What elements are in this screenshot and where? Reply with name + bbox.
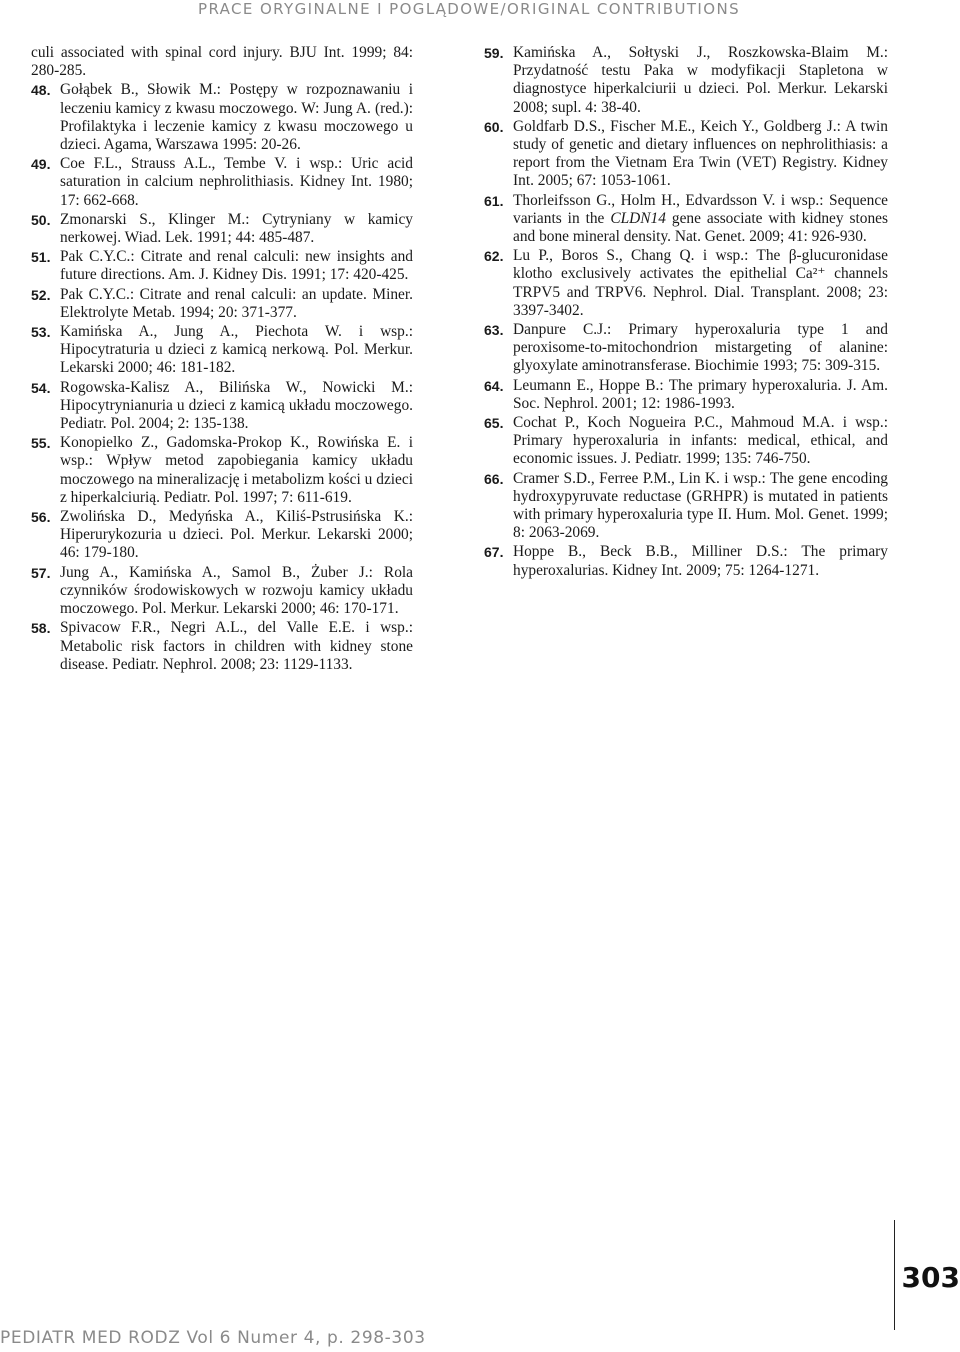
reference-text: Pak C.Y.C.: Citrate and renal calculi: an update. Miner. Elektrolyte Metab. 1994; 20: 371-377. (60, 285, 413, 321)
reference-item (31, 44, 413, 80)
reference-number: 62. (484, 248, 504, 265)
reference-number: 52. (31, 286, 51, 303)
reference-text: Konopielko Z., Gadomska-Prokop K., Rowińska E. i wsp.: Wpływ metod zapobiegania kamicy układu moczowego na mineralizację i metabolizm kości u dzieci z hiperkalciurią. Pediatr. Pol. 1997; 7: 611-619. (60, 434, 413, 506)
reference-item (31, 379, 413, 434)
reference-item (31, 81, 413, 154)
reference-text: culi associated with spinal cord injury. BJU Int. 1999; 84: 280-285. (31, 44, 413, 80)
reference-text: Zwolińska D., Medyńska A., Kiliś-Pstrusińska K.: Hiperurykozuria u dzieci. Pol. Merkur. Lekarski 2000; 46: 179-180. (60, 508, 413, 562)
references-right-column (484, 44, 888, 581)
reference-item (31, 286, 413, 322)
reference-item (484, 377, 888, 413)
reference-item (484, 543, 888, 579)
reference-item (31, 508, 413, 563)
reference-text: Gołąbek B., Słowik M.: Postępy w rozpoznawaniu i leczeniu kamicy z kwasu moczowego. W: Jung A. (red.): Profilaktyka i leczenie kamicy z kwasu moczowego u dzieci. Agama, Warszawa 1995: 20-26. (60, 81, 413, 154)
reference-text: Danpure C.J.: Primary hyperoxaluria type 1 and peroxisome-to-mitochondrion mistargeting of alanine: glyoxylate aminotransferase. Biochimie 1993; 75: 309-315. (513, 321, 888, 375)
reference-item (484, 247, 888, 320)
reference-item (484, 414, 888, 469)
reference-number: 50. (31, 211, 51, 228)
reference-number: 61. (484, 192, 504, 209)
reference-item (31, 619, 413, 674)
reference-item (31, 434, 413, 507)
reference-number: 49. (31, 156, 51, 173)
running-head: PRACE ORYGINALNE I POGLĄDOWE/ORIGINAL CONTRIBUTIONS (198, 0, 740, 18)
reference-number: 48. (31, 82, 51, 99)
reference-number: 67. (484, 544, 504, 561)
reference-text: Hoppe B., Beck B.B., Milliner D.S.: The primary hyperoxalurias. Kidney Int. 2009; 75: 1264-1271. (513, 543, 888, 579)
reference-text: Pak C.Y.C.: Citrate and renal calculi: new insights and future directions. Am. J. Kidney Dis. 1991; 17: 420-425. (60, 248, 413, 284)
reference-number: 57. (31, 564, 51, 581)
reference-text: Coe F.L., Strauss A.L., Tembe V. i wsp.: Uric acid saturation in calcium nephrolithiasis. Kidney Int. 1980; 17: 662-668. (60, 155, 413, 209)
page-number: 303 (901, 1261, 960, 1294)
reference-text: Cochat P., Koch Nogueira P.C., Mahmoud M.A. i wsp.: Primary hyperoxaluria in infants: medical, ethical, and economic issues. J. Pediatr. 1999; 135: 746-750. (513, 414, 888, 468)
reference-text: Lu P., Boros S., Chang Q. i wsp.: The β-glucuronidase klotho exclusively activates the epithelial Ca²⁺ channels TRPV5 and TRPV6. Nephrol. Dial. Transplant. 2008; 23: 3397-3402. (513, 247, 888, 319)
reference-text: Zmonarski S., Klinger M.: Cytryniany w kamicy nerkowej. Wiad. Lek. 1991; 44: 485-487. (60, 210, 413, 247)
reference-item (31, 155, 413, 210)
reference-text: Jung A., Kamińska A., Samol B., Żuber J.: Rola czynników środowiskowych w rozwoju kamicy układu moczowego. Pol. Merkur. Lekarski 2000; 46: 170-171. (60, 563, 413, 618)
reference-number: 53. (31, 324, 51, 341)
reference-number: 65. (484, 415, 504, 432)
reference-number: 63. (484, 322, 504, 339)
references-left-column (31, 44, 413, 675)
reference-item (31, 211, 413, 247)
journal-footer: PEDIATR MED RODZ Vol 6 Numer 4, p. 298-303 (0, 1328, 426, 1348)
reference-number: 51. (31, 249, 51, 266)
reference-item (484, 44, 888, 117)
reference-item (484, 192, 888, 247)
reference-number: 59. (484, 45, 504, 61)
reference-text: Rogowska-Kalisz A., Bilińska W., Nowicki M.: Hipocytrynianuria u dzieci z kamicą układu moczowego. Pediatr. Pol. 2004; 2: 135-138. (60, 378, 413, 433)
reference-text: Cramer S.D., Ferree P.M., Lin K. i wsp.: The gene encoding hydroxypyruvate reductase (GRHPR) is mutated in patients with primary hyperoxaluria type II. Hum. Mol. Genet. 1999; 8: 2063-2069. (513, 469, 888, 542)
reference-number: 58. (31, 620, 51, 637)
reference-text-before: Thorleifsson G., Holm H., Edvardsson V. i wsp.: Sequence variants in the (513, 191, 888, 227)
reference-item (484, 321, 888, 376)
gene-name: CLDN14 (610, 209, 666, 227)
reference-text: Leumann E., Hoppe B.: The primary hyperoxaluria. J. Am. Soc. Nephrol. 2001; 12: 1986-1993. (513, 376, 888, 412)
reference-text: Goldfarb D.S., Fischer M.E., Keich Y., Goldberg J.: A twin study of genetic and dietary influences on nephrolithiasis: a report from the Vietnam Era Twin (VET) Registry. Kidney Int. 2005; 67: 1053-1061. (513, 117, 888, 190)
reference-text: Kamińska A., Jung A., Piechota W. i wsp.: Hipocytraturia u dzieci z kamicą nerkową. Pol. Merkur. Lekarski 2000; 46: 181-182. (60, 323, 413, 377)
reference-text-after: gene associate with kidney stones and bone mineral density. Nat. Genet. 2009; 41: 926-930. (513, 209, 888, 246)
reference-number: 66. (484, 470, 504, 487)
reference-number: 64. (484, 377, 504, 394)
reference-number: 60. (484, 118, 504, 135)
reference-item (31, 323, 413, 378)
reference-number: 54. (31, 379, 51, 396)
reference-text: Kamińska A., Sołtyski J., Roszkowska-Blaim M.: Przydatność testu Paka w modyfikacji Stapletona w diagnostyce hiperkalciurii u dzieci. Pol. Merkur. Lekarski 2008; supl. 4: 38-40. (513, 44, 888, 116)
reference-item (31, 248, 413, 284)
reference-item (484, 470, 888, 543)
reference-item (31, 564, 413, 619)
reference-item (484, 118, 888, 191)
folio-divider (894, 1220, 895, 1330)
reference-number: 55. (31, 435, 51, 452)
reference-text: Spivacow F.R., Negri A.L., del Valle E.E. i wsp.: Metabolic risk factors in children with kidney stone disease. Pediatr. Nephrol. 2008; 23: 1129-1133. (60, 619, 413, 673)
reference-number: 56. (31, 509, 51, 526)
